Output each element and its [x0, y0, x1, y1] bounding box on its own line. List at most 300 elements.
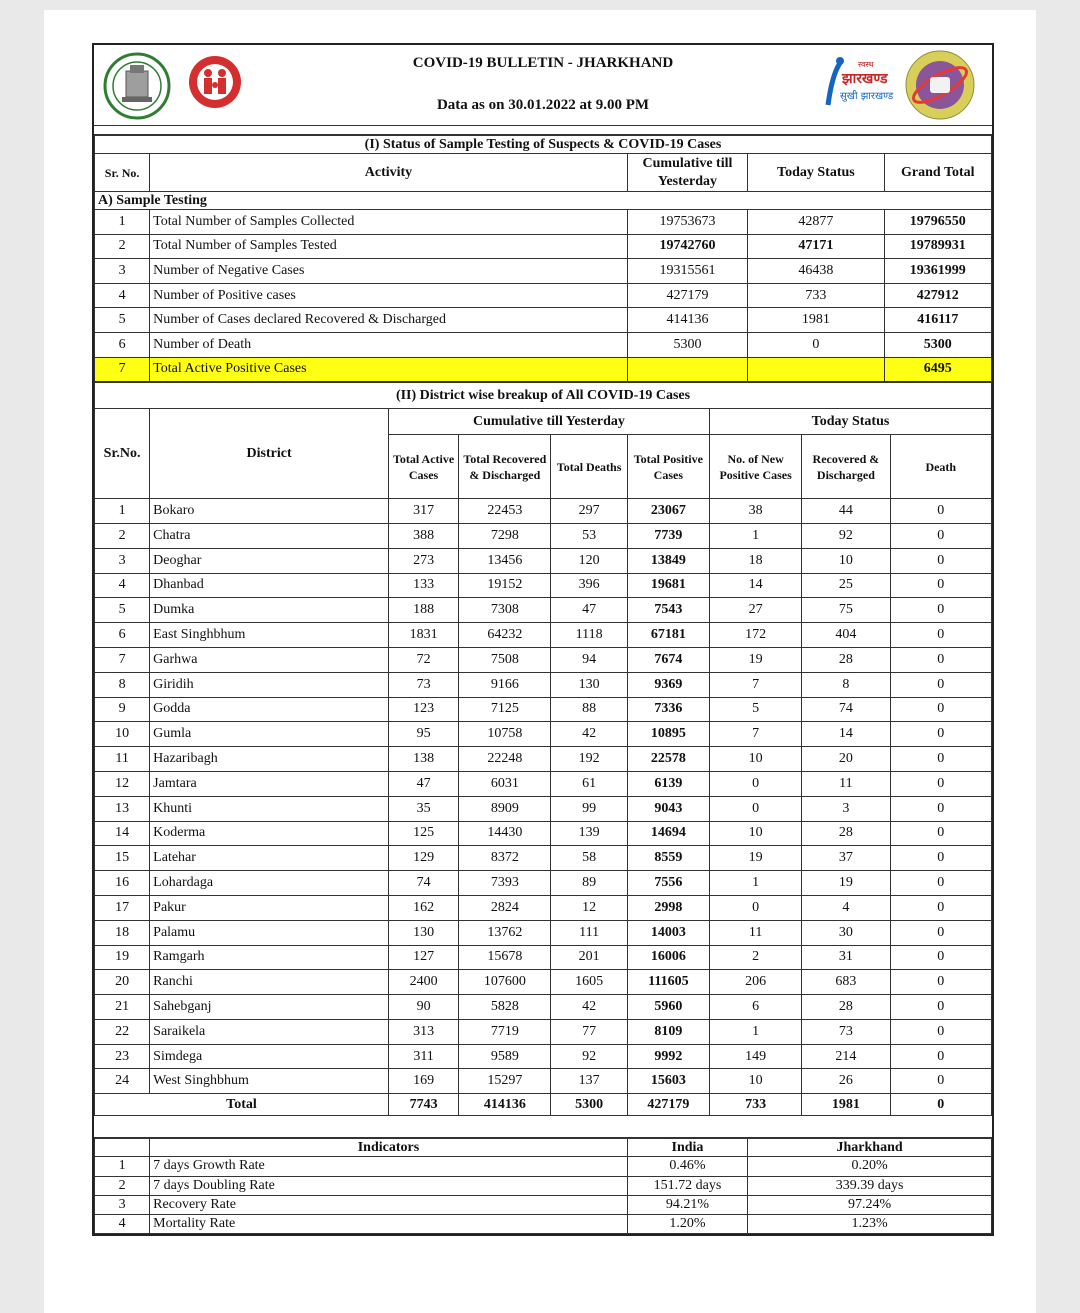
sample-sr: 3: [95, 259, 150, 284]
district-recovered: 22248: [459, 747, 551, 772]
district-row: [95, 548, 992, 573]
col-activity: Activity: [150, 154, 628, 192]
sample-activity: Number of Death: [150, 332, 628, 357]
district-recovered: 19152: [459, 573, 551, 598]
district-active: 169: [388, 1069, 458, 1094]
district-row: [95, 945, 992, 970]
total-death: 0: [890, 1094, 991, 1116]
sample-grand-total: 19796550: [884, 210, 991, 235]
district-recovered: 7719: [459, 1019, 551, 1044]
district-new: 1: [709, 523, 801, 548]
district-active: 162: [388, 895, 458, 920]
indicator-sr: 2: [95, 1176, 150, 1195]
district-deaths: 88: [551, 697, 627, 722]
sukhi-jharkhand-text: सुखी झारखण्ड: [840, 91, 894, 102]
district-new: 1: [709, 1019, 801, 1044]
district-deaths: 297: [551, 499, 627, 524]
district-new: 0: [709, 771, 801, 796]
district-new: 0: [709, 895, 801, 920]
district-active: 317: [388, 499, 458, 524]
district-death: 0: [890, 995, 991, 1020]
bulletin-frame: [92, 43, 994, 1236]
sample-testing-label: A) Sample Testing: [95, 192, 992, 210]
total-recovered: 414136: [459, 1094, 551, 1116]
indicator-name: 7 days Growth Rate: [150, 1157, 628, 1176]
col-grand-total: Grand Total: [884, 154, 991, 192]
district-name: Chatra: [150, 523, 389, 548]
col-total-positive: Total Positive Cases: [627, 435, 709, 499]
district-row: [95, 1044, 992, 1069]
indicators-table: [94, 1138, 992, 1234]
district-new: 2: [709, 945, 801, 970]
district-today-recovered: 20: [802, 747, 890, 772]
sample-activity: Number of Cases declared Recovered & Discharged: [150, 308, 628, 333]
district-today-recovered: 19: [802, 871, 890, 896]
district-today-recovered: 37: [802, 846, 890, 871]
district-recovered: 7308: [459, 598, 551, 623]
district-deaths: 99: [551, 796, 627, 821]
district-recovered: 10758: [459, 722, 551, 747]
district-deaths: 53: [551, 523, 627, 548]
district-name: Godda: [150, 697, 389, 722]
district-name: Deoghar: [150, 548, 389, 573]
district-new: 7: [709, 722, 801, 747]
district-row: [95, 821, 992, 846]
col-total-recovered: Total Recovered & Discharged: [459, 435, 551, 499]
district-active: 138: [388, 747, 458, 772]
district-new: 206: [709, 970, 801, 995]
district-name: Lohardaga: [150, 871, 389, 896]
total-positive: 427179: [627, 1094, 709, 1116]
district-positive: 14694: [627, 821, 709, 846]
indicator-name: Recovery Rate: [150, 1195, 628, 1214]
district-deaths: 42: [551, 722, 627, 747]
bulletin-title: COVID-19 BULLETIN - JHARKHAND: [412, 55, 674, 71]
district-new: 10: [709, 1069, 801, 1094]
col-today-death: Death: [890, 435, 991, 499]
district-positive: 9043: [627, 796, 709, 821]
indicator-jharkhand: 1.23%: [748, 1215, 992, 1234]
district-positive: 13849: [627, 548, 709, 573]
district-recovered: 15297: [459, 1069, 551, 1094]
district-active: 125: [388, 821, 458, 846]
district-row: [95, 697, 992, 722]
district-recovered: 7393: [459, 871, 551, 896]
district-active: 313: [388, 1019, 458, 1044]
district-positive: 8109: [627, 1019, 709, 1044]
district-today-recovered: 404: [802, 623, 890, 648]
district-row: [95, 598, 992, 623]
district-row: [95, 747, 992, 772]
district-death: 0: [890, 598, 991, 623]
sample-row: [95, 259, 992, 284]
section1-title: (I) Status of Sample Testing of Suspects & COVID-19 Cases: [95, 136, 992, 154]
indicator-india: 94.21%: [627, 1195, 747, 1214]
district-sr: 5: [95, 598, 150, 623]
sample-activity: Number of Positive cases: [150, 283, 628, 308]
total-today-recovered: 1981: [802, 1094, 890, 1116]
indicator-india: 1.20%: [627, 1215, 747, 1234]
district-death: 0: [890, 895, 991, 920]
sample-sr: 4: [95, 283, 150, 308]
district-today-recovered: 10: [802, 548, 890, 573]
district-name: Ramgarh: [150, 945, 389, 970]
sample-grand-total: 416117: [884, 308, 991, 333]
sample-row: [95, 210, 992, 235]
district-deaths: 89: [551, 871, 627, 896]
total-row: [95, 1094, 992, 1116]
district-name: Pakur: [150, 895, 389, 920]
district-active: 273: [388, 548, 458, 573]
col-today-status: Today Status: [748, 154, 884, 192]
district-sr: 11: [95, 747, 150, 772]
district-positive: 22578: [627, 747, 709, 772]
indicator-sr: 3: [95, 1195, 150, 1214]
col-today-recovered: Recovered & Discharged: [802, 435, 890, 499]
district-row: [95, 647, 992, 672]
sample-row: [95, 234, 992, 259]
district-row: [95, 672, 992, 697]
sample-grand-total: 19789931: [884, 234, 991, 259]
district-today-recovered: 75: [802, 598, 890, 623]
district-positive: 6139: [627, 771, 709, 796]
district-name: East Singhbhum: [150, 623, 389, 648]
district-death: 0: [890, 771, 991, 796]
district-new: 0: [709, 796, 801, 821]
district-sr: 15: [95, 846, 150, 871]
district-sr: 10: [95, 722, 150, 747]
district-death: 0: [890, 1069, 991, 1094]
sample-sr: 5: [95, 308, 150, 333]
district-active: 123: [388, 697, 458, 722]
district-deaths: 42: [551, 995, 627, 1020]
district-row: [95, 796, 992, 821]
district-today-recovered: 30: [802, 920, 890, 945]
district-recovered: 64232: [459, 623, 551, 648]
district-positive: 2998: [627, 895, 709, 920]
district-positive: 7336: [627, 697, 709, 722]
district-name: West Singhbhum: [150, 1069, 389, 1094]
district-recovered: 14430: [459, 821, 551, 846]
district-today-recovered: 28: [802, 995, 890, 1020]
indicator-row: [95, 1195, 992, 1214]
district-today-recovered: 92: [802, 523, 890, 548]
district-deaths: 111: [551, 920, 627, 945]
district-active: 74: [388, 871, 458, 896]
district-death: 0: [890, 821, 991, 846]
col-district: District: [150, 409, 389, 499]
district-active: 95: [388, 722, 458, 747]
district-row: [95, 995, 992, 1020]
district-sr: 12: [95, 771, 150, 796]
district-recovered: 8372: [459, 846, 551, 871]
district-death: 0: [890, 722, 991, 747]
district-deaths: 130: [551, 672, 627, 697]
district-today-recovered: 74: [802, 697, 890, 722]
bulletin-header: [94, 45, 992, 126]
district-new: 18: [709, 548, 801, 573]
col-sr-no: Sr. No.: [95, 154, 150, 192]
district-recovered: 2824: [459, 895, 551, 920]
sample-cumulative: 427179: [627, 283, 747, 308]
district-today-recovered: 14: [802, 722, 890, 747]
sample-cumulative: 5300: [627, 332, 747, 357]
district-deaths: 137: [551, 1069, 627, 1094]
district-sr: 4: [95, 573, 150, 598]
total-active: 7743: [388, 1094, 458, 1116]
jharkhand-text: झारखण्ड: [842, 71, 888, 87]
sample-row: [95, 283, 992, 308]
district-today-recovered: 73: [802, 1019, 890, 1044]
district-deaths: 58: [551, 846, 627, 871]
district-death: 0: [890, 846, 991, 871]
district-active: 133: [388, 573, 458, 598]
district-new: 10: [709, 747, 801, 772]
district-sr: 23: [95, 1044, 150, 1069]
district-positive: 19681: [627, 573, 709, 598]
sample-sr: 6: [95, 332, 150, 357]
district-active: 127: [388, 945, 458, 970]
col-cumulative: Cumulative till Yesterday: [627, 154, 747, 192]
district-new: 19: [709, 846, 801, 871]
district-positive: 67181: [627, 623, 709, 648]
group-cumulative: Cumulative till Yesterday: [388, 409, 709, 435]
district-death: 0: [890, 945, 991, 970]
indicator-jharkhand: 0.20%: [748, 1157, 992, 1176]
sample-cumulative: 19753673: [627, 210, 747, 235]
district-name: Saraikela: [150, 1019, 389, 1044]
district-sr: 24: [95, 1069, 150, 1094]
sample-activity: Total Number of Samples Collected: [150, 210, 628, 235]
district-recovered: 13456: [459, 548, 551, 573]
district-sr: 9: [95, 697, 150, 722]
district-sr: 2: [95, 523, 150, 548]
district-death: 0: [890, 573, 991, 598]
district-death: 0: [890, 1019, 991, 1044]
bulletin-date: Data as on 30.01.2022 at 9.00 PM: [436, 97, 650, 113]
district-deaths: 61: [551, 771, 627, 796]
district-sr: 17: [95, 895, 150, 920]
district-row: [95, 623, 992, 648]
district-today-recovered: 3: [802, 796, 890, 821]
district-deaths: 94: [551, 647, 627, 672]
district-sr: 8: [95, 672, 150, 697]
indicator-row: [95, 1215, 992, 1234]
district-active: 47: [388, 771, 458, 796]
district-death: 0: [890, 647, 991, 672]
district-row: [95, 895, 992, 920]
district-deaths: 12: [551, 895, 627, 920]
district-positive: 9992: [627, 1044, 709, 1069]
col-indicators: Indicators: [150, 1139, 628, 1157]
district-death: 0: [890, 1044, 991, 1069]
district-row: [95, 499, 992, 524]
district-today-recovered: 4: [802, 895, 890, 920]
sample-sr: 2: [95, 234, 150, 259]
district-positive: 9369: [627, 672, 709, 697]
district-name: Khunti: [150, 796, 389, 821]
indicator-row: [95, 1157, 992, 1176]
district-positive: 23067: [627, 499, 709, 524]
col-total-deaths: Total Deaths: [551, 435, 627, 499]
district-row: [95, 1019, 992, 1044]
district-new: 14: [709, 573, 801, 598]
indicator-name: Mortality Rate: [150, 1215, 628, 1234]
sample-today: 46438: [748, 259, 884, 284]
district-row: [95, 573, 992, 598]
sample-testing-table: [94, 135, 992, 382]
district-recovered: 7125: [459, 697, 551, 722]
district-recovered: 15678: [459, 945, 551, 970]
sample-row: [95, 308, 992, 333]
district-row: [95, 771, 992, 796]
district-active: 73: [388, 672, 458, 697]
district-name: Palamu: [150, 920, 389, 945]
indicator-sr: 4: [95, 1215, 150, 1234]
indicator-name: 7 days Doubling Rate: [150, 1176, 628, 1195]
total-label: Total: [95, 1094, 389, 1116]
district-new: 172: [709, 623, 801, 648]
sample-cumulative: 19315561: [627, 259, 747, 284]
district-deaths: 77: [551, 1019, 627, 1044]
district-deaths: 47: [551, 598, 627, 623]
indicator-india: 0.46%: [627, 1157, 747, 1176]
district-row: [95, 920, 992, 945]
district-row: [95, 722, 992, 747]
district-deaths: 92: [551, 1044, 627, 1069]
district-name: Simdega: [150, 1044, 389, 1069]
district-row: [95, 970, 992, 995]
district-name: Latehar: [150, 846, 389, 871]
district-new: 149: [709, 1044, 801, 1069]
district-deaths: 396: [551, 573, 627, 598]
district-sr: 6: [95, 623, 150, 648]
district-deaths: 120: [551, 548, 627, 573]
district-name: Hazaribagh: [150, 747, 389, 772]
district-today-recovered: 26: [802, 1069, 890, 1094]
district-death: 0: [890, 523, 991, 548]
district-new: 19: [709, 647, 801, 672]
district-today-recovered: 8: [802, 672, 890, 697]
col-new-positive: No. of New Positive Cases: [709, 435, 801, 499]
district-deaths: 139: [551, 821, 627, 846]
district-recovered: 13762: [459, 920, 551, 945]
active-sr: 7: [95, 357, 150, 382]
spacer-row-2: [94, 1116, 992, 1138]
district-death: 0: [890, 499, 991, 524]
district-name: Sahebganj: [150, 995, 389, 1020]
district-recovered: 7508: [459, 647, 551, 672]
district-today-recovered: 11: [802, 771, 890, 796]
active-cases-row: [95, 357, 992, 382]
district-new: 7: [709, 672, 801, 697]
district-today-recovered: 44: [802, 499, 890, 524]
sample-grand-total: 427912: [884, 283, 991, 308]
sample-cumulative: 414136: [627, 308, 747, 333]
district-positive: 5960: [627, 995, 709, 1020]
district-active: 1831: [388, 623, 458, 648]
district-name: Bokaro: [150, 499, 389, 524]
sample-activity: Number of Negative Cases: [150, 259, 628, 284]
indicator-jharkhand: 339.39 days: [748, 1176, 992, 1195]
district-new: 27: [709, 598, 801, 623]
col-srno: Sr.No.: [95, 409, 150, 499]
district-row: [95, 523, 992, 548]
district-active: 311: [388, 1044, 458, 1069]
district-recovered: 9166: [459, 672, 551, 697]
district-new: 6: [709, 995, 801, 1020]
col-india: India: [627, 1139, 747, 1157]
sample-activity: Total Number of Samples Tested: [150, 234, 628, 259]
district-active: 2400: [388, 970, 458, 995]
district-sr: 19: [95, 945, 150, 970]
sample-today: 733: [748, 283, 884, 308]
district-active: 129: [388, 846, 458, 871]
district-row: [95, 846, 992, 871]
district-sr: 13: [95, 796, 150, 821]
sample-cumulative: 19742760: [627, 234, 747, 259]
col-jharkhand: Jharkhand: [748, 1139, 992, 1157]
district-recovered: 107600: [459, 970, 551, 995]
district-recovered: 8909: [459, 796, 551, 821]
district-active: 72: [388, 647, 458, 672]
indicator-jharkhand: 97.24%: [748, 1195, 992, 1214]
total-new: 733: [709, 1094, 801, 1116]
swasth-text: स्वस्थ: [858, 60, 874, 69]
district-row: [95, 1069, 992, 1094]
indicator-row: [95, 1176, 992, 1195]
district-today-recovered: 214: [802, 1044, 890, 1069]
district-name: Dumka: [150, 598, 389, 623]
district-name: Ranchi: [150, 970, 389, 995]
district-recovered: 22453: [459, 499, 551, 524]
district-death: 0: [890, 920, 991, 945]
active-label: Total Active Positive Cases: [150, 357, 628, 382]
district-death: 0: [890, 970, 991, 995]
district-active: 35: [388, 796, 458, 821]
district-positive: 16006: [627, 945, 709, 970]
district-new: 5: [709, 697, 801, 722]
district-deaths: 1118: [551, 623, 627, 648]
district-positive: 8559: [627, 846, 709, 871]
district-recovered: 7298: [459, 523, 551, 548]
district-death: 0: [890, 871, 991, 896]
section2-title: (II) District wise breakup of All COVID-19 Cases: [95, 383, 992, 409]
district-today-recovered: 683: [802, 970, 890, 995]
district-today-recovered: 31: [802, 945, 890, 970]
district-positive: 7739: [627, 523, 709, 548]
district-name: Jamtara: [150, 771, 389, 796]
district-death: 0: [890, 697, 991, 722]
district-sr: 3: [95, 548, 150, 573]
col-total-active: Total Active Cases: [388, 435, 458, 499]
indicator-sr: 1: [95, 1157, 150, 1176]
district-recovered: 6031: [459, 771, 551, 796]
district-sr: 1: [95, 499, 150, 524]
group-today: Today Status: [709, 409, 991, 435]
district-sr: 14: [95, 821, 150, 846]
district-deaths: 1605: [551, 970, 627, 995]
district-today-recovered: 25: [802, 573, 890, 598]
district-name: Gumla: [150, 722, 389, 747]
district-new: 10: [709, 821, 801, 846]
district-recovered: 5828: [459, 995, 551, 1020]
district-active: 90: [388, 995, 458, 1020]
district-today-recovered: 28: [802, 647, 890, 672]
indicator-india: 151.72 days: [627, 1176, 747, 1195]
district-death: 0: [890, 672, 991, 697]
district-death: 0: [890, 548, 991, 573]
